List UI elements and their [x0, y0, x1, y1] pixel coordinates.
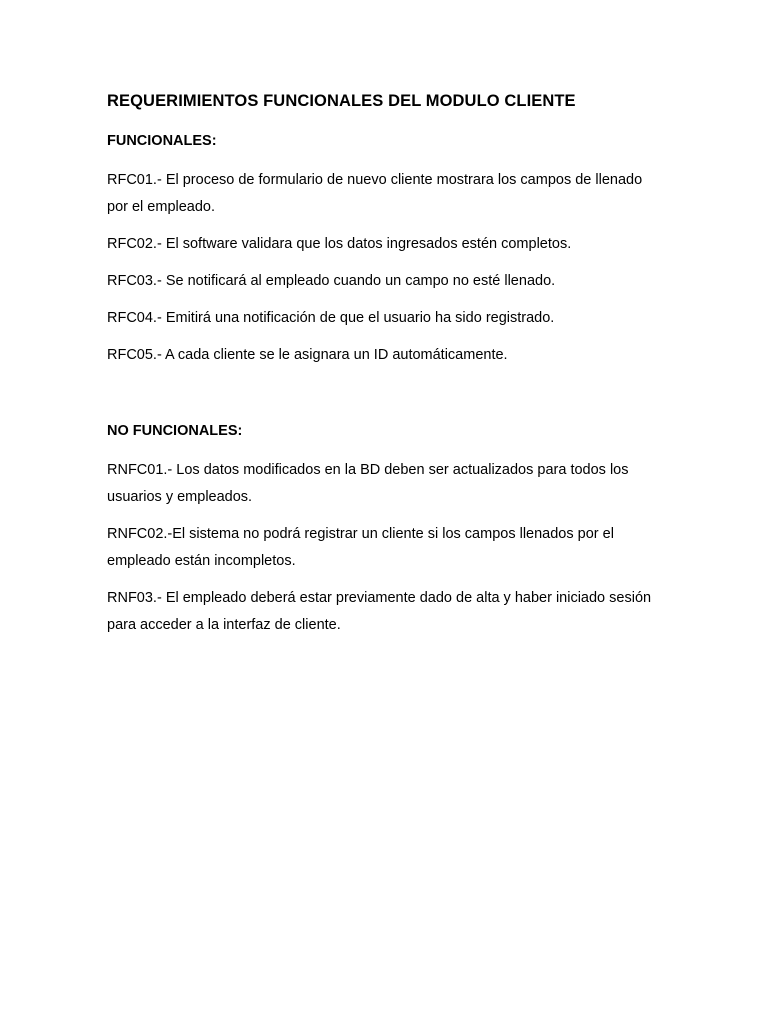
non-functional-section-heading: NO FUNCIONALES: — [107, 423, 243, 439]
functional-section-heading: FUNCIONALES: — [107, 133, 217, 149]
non-functional-requirements-list — [107, 457, 667, 639]
requirement-item: RFC02.- El software validara que los datos ingresados estén completos. — [107, 236, 572, 252]
document-page — [107, 88, 667, 639]
requirement-item: RNFC02.-El sistema no podrá registrar un cliente si los campos llenados por el empleado están incompletos. — [107, 526, 614, 569]
requirement-item: RFC05.- A cada cliente se le asignara un ID automáticamente. — [107, 347, 508, 363]
requirement-item: RNFC01.- Los datos modificados en la BD deben ser actualizados para todos los usuarios y empleados. — [107, 462, 629, 505]
requirement-item: RFC01.- El proceso de formulario de nuevo cliente mostrara los campos de llenado por el empleado. — [107, 172, 643, 215]
functional-requirements-list — [107, 167, 667, 369]
requirement-item: RFC03.- Se notificará al empleado cuando un campo no esté llenado. — [107, 273, 556, 289]
requirement-item: RNF03.- El empleado deberá estar previamente dado de alta y haber iniciado sesión para acceder a la interfaz de cliente. — [107, 590, 652, 633]
requirement-item: RFC04.- Emitirá una notificación de que el usuario ha sido registrado. — [107, 310, 555, 326]
document-title: REQUERIMIENTOS FUNCIONALES DEL MODULO CLIENTE — [107, 92, 576, 110]
